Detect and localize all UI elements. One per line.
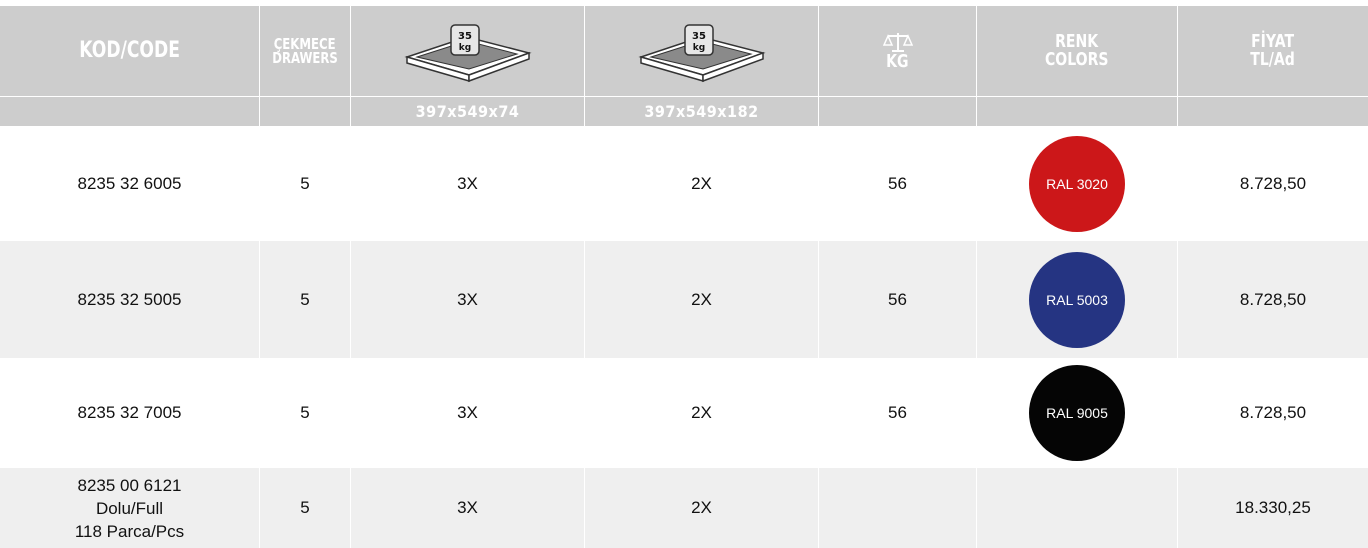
row-code-line1: 8235 00 6121	[77, 475, 182, 495]
subheader-drawer1-size: 397x549x74	[351, 97, 584, 126]
row-drawer2-count: 2X	[691, 174, 712, 193]
header-kg	[819, 6, 976, 96]
row-price: 8.728,50	[1239, 174, 1307, 193]
row-price: 18.330,25	[1235, 498, 1311, 517]
header-colors	[977, 6, 1177, 96]
column-divider	[1177, 6, 1178, 548]
header-drawers-en: DRAWERS	[272, 49, 338, 67]
row-code: 8235 32 7005	[77, 403, 182, 422]
header-code-label: KOD/CODE	[79, 38, 180, 63]
table-row	[0, 241, 1368, 358]
row-price: 8.728,50	[1239, 403, 1307, 422]
drawer-small-icon	[403, 17, 533, 85]
header-drawers	[260, 6, 350, 96]
column-divider	[976, 6, 977, 548]
row-code: 8235 32 6005	[77, 174, 182, 193]
row-color	[977, 359, 1177, 467]
header-drawers-tr: ÇEKMECE	[274, 34, 336, 53]
table-row	[0, 359, 1368, 467]
row-kg	[819, 468, 976, 548]
header-price-unit: TL/Ad	[1250, 49, 1296, 70]
row-drawer2-count: 2X	[691, 289, 712, 309]
header-drawer1	[351, 6, 584, 96]
header-code	[0, 6, 259, 96]
color-swatch: RAL 9005	[1029, 365, 1125, 461]
column-divider	[350, 6, 351, 548]
subheader-price	[1178, 97, 1368, 126]
row-drawer1-count: 3X	[457, 289, 478, 309]
row-code-line3: 118 Parca/Pcs	[74, 521, 185, 541]
header-kg-label: KG	[886, 51, 909, 72]
row-divider	[0, 96, 1368, 97]
row-color	[977, 241, 1177, 358]
column-divider	[584, 6, 585, 548]
row-drawer2-count: 2X	[691, 498, 712, 517]
column-divider	[818, 6, 819, 548]
drawer-large-icon	[637, 17, 767, 85]
row-drawers: 5	[300, 289, 310, 309]
subheader-kg	[819, 97, 976, 126]
weight-unit: kg	[692, 43, 705, 53]
row-price: 8.728,50	[1239, 289, 1307, 309]
row-color	[977, 128, 1177, 240]
table-header	[0, 6, 1368, 96]
subheader-code	[0, 97, 259, 126]
row-code-line2: Dolu/Full	[95, 498, 164, 518]
color-swatch: RAL 5003	[1029, 252, 1125, 348]
row-color	[977, 468, 1177, 548]
header-price	[1178, 6, 1368, 96]
weight-unit: kg	[458, 43, 471, 53]
header-drawer2	[585, 6, 818, 96]
header-color-en: COLORS	[1045, 49, 1109, 70]
table-row	[0, 468, 1368, 548]
row-drawers: 5	[300, 403, 310, 422]
row-code: 8235 32 5005	[77, 289, 182, 309]
row-kg: 56	[888, 174, 907, 193]
row-kg: 56	[888, 289, 907, 309]
column-divider	[259, 6, 260, 548]
header-price-tr: FİYAT	[1251, 31, 1295, 52]
row-drawer1-count: 3X	[457, 403, 478, 422]
weight-35: 35	[691, 31, 706, 42]
row-drawer1-count: 3X	[457, 174, 478, 193]
weight-35: 35	[457, 31, 472, 42]
row-kg: 56	[888, 403, 907, 422]
subheader-colors	[977, 97, 1177, 126]
table-row	[0, 128, 1368, 240]
row-drawer2-count: 2X	[691, 403, 712, 422]
header-color-tr: RENK	[1055, 31, 1099, 52]
color-swatch: RAL 3020	[1029, 136, 1125, 232]
subheader-drawer2-size: 397x549x182	[585, 97, 818, 126]
row-code	[0, 468, 259, 548]
subheader-drawers	[260, 97, 350, 126]
scale-icon	[883, 31, 913, 53]
table-subheader	[0, 97, 1368, 126]
row-drawers: 5	[300, 498, 310, 517]
row-drawer1-count: 3X	[457, 498, 478, 517]
row-drawers: 5	[300, 174, 310, 193]
